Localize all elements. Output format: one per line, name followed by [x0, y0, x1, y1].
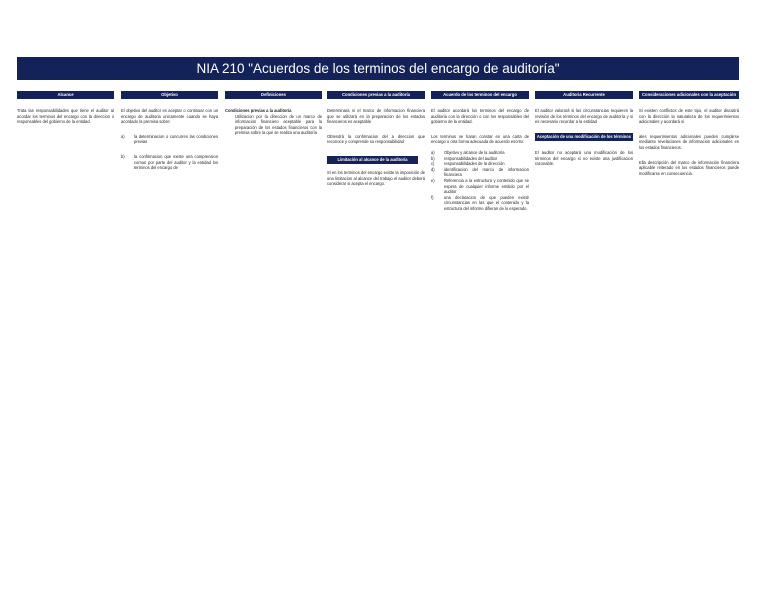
aceptacion-column [535, 150, 633, 167]
header-recurrente: Auditoria Recurrente [535, 91, 633, 99]
condiciones-column [327, 108, 425, 145]
header-adicionales: Consideraciones adicionales con la aceptación [639, 91, 739, 99]
definiciones-heading: Condiciones previas a la auditoría [225, 108, 292, 113]
header-definiciones: Definiciones [225, 91, 322, 99]
objetivo-column [121, 108, 218, 171]
header-objetivo: Objetivo [121, 91, 218, 99]
list-text: identificacion del marco de informacion financiera [444, 166, 529, 178]
list-item [121, 154, 218, 171]
aceptacion-subheader: Aceptación de una modificación de los términos [536, 134, 632, 139]
objetivo-intro: El objetivo del auditor es aceptar o continuar con un encargo de auditoria unicamente cuando se haya acordado la premisa sobre: [121, 108, 218, 125]
acuerdo-column [431, 108, 529, 212]
list-text: la determinacion o concurren las condiciones previas [134, 133, 218, 145]
header-acuerdo: Acuerdo de los terminos del encargo [431, 91, 529, 99]
list-item [121, 134, 218, 145]
list-item [431, 178, 529, 195]
list-marker: b) [431, 155, 435, 161]
header-alcance: Alcance [17, 91, 114, 99]
acuerdo-p1: El auditor acordará los terminos del encargo de auditoría con la dirección o con los responsables del gobierno de la entidad. [431, 108, 529, 125]
list-text: Referencia a la estructura y contenido que se espera de cualquier informe emitido por el auditor [444, 177, 529, 195]
recurrente-p2: El auditor no aceptará una modificación de los términos del encargo si no existe una justificacion razonable. [535, 150, 633, 167]
adicionales-p1: Si existen conflictos de este tipo, el auditor discutirá con la dirección la naturaleza de los requerimientos adicionales y acordará si [639, 108, 739, 125]
list-item [431, 195, 529, 212]
list-marker: e) [431, 177, 435, 183]
adicionales-column [639, 108, 739, 176]
list-text: Objetivo y alcance de la auditoría [444, 149, 505, 155]
list-marker: a) [431, 149, 435, 155]
adicionales-p2: ales requerimientos adicionales pueden cumplirse mediante revelaciones de informacion adicionales en los estados financieros. [639, 133, 739, 150]
condiciones-p3: Si en los terminos del encargo existe la imposición de una limitacion al alcance del trabajo el auditor deberá considerar si acepta el encargo. [327, 170, 425, 187]
list-marker: c) [431, 161, 435, 167]
recurrente-p1: El auditor valorará si las circunstancias requieren la revisión de los términos del encargo de auditoría y si es necesario recordar a la entidad [535, 108, 633, 125]
list-text: responsabilidades de la dirección [444, 161, 505, 167]
list-marker: a) [121, 133, 125, 139]
list-marker: d) [431, 166, 435, 172]
list-text: una declaracion de que pueden existir circunstancias en las que el contenido y la estructura del informe difieran de lo esperado. [444, 194, 529, 211]
list-text: responsabilidades del auditor [444, 155, 498, 161]
list-marker: f) [431, 194, 434, 200]
condiciones-p1: Determinara si el marco de informacion financiera que se utilizará en la preparacion de los estados financieros es aceptable [327, 108, 425, 125]
definiciones-text: Utilizacion por la direccion de un marco de informacion financiero aceptable para la preparación de los estados financieros con la premisa sobre la que se realiza una auditoría [235, 113, 322, 136]
limitacion-subheader: Limitación al alcance de la auditoría [327, 156, 418, 164]
recurrente-column [535, 108, 633, 125]
definiciones-column [225, 108, 322, 136]
adicionales-p3: Ella descripción del marco de información financiera aplicable reiterado en los estados financieros puede modificarse en consecuencia. [639, 159, 739, 176]
alcance-column [17, 108, 114, 125]
alcance-text: Trata las responsabilidades que tiene el auditor al acordar los terminos del encargo con la direccion o responsables del gobierno de la entidad. [17, 108, 114, 125]
list-marker: b) [121, 153, 125, 159]
list-item [431, 167, 529, 178]
list-text: la confirmacion que existe una comprension comun por parte del auditor y la entidad los terminos del encargo de [134, 153, 218, 171]
condiciones-p2: Obtendrá la confirmacion del a direccion que reconoce y comprende su responsabilidad [327, 133, 425, 145]
acuerdo-p2: Los terminos se haran constar en una carta de encargo u otra forma adecuada de acuerdo escrito: [431, 133, 529, 145]
header-condiciones: Condiciones previas a la auditoría [327, 91, 425, 99]
page-title: NIA 210 "Acuerdos de los terminos del encargo de auditoría" [17, 57, 739, 80]
limitacion-column [327, 170, 425, 187]
